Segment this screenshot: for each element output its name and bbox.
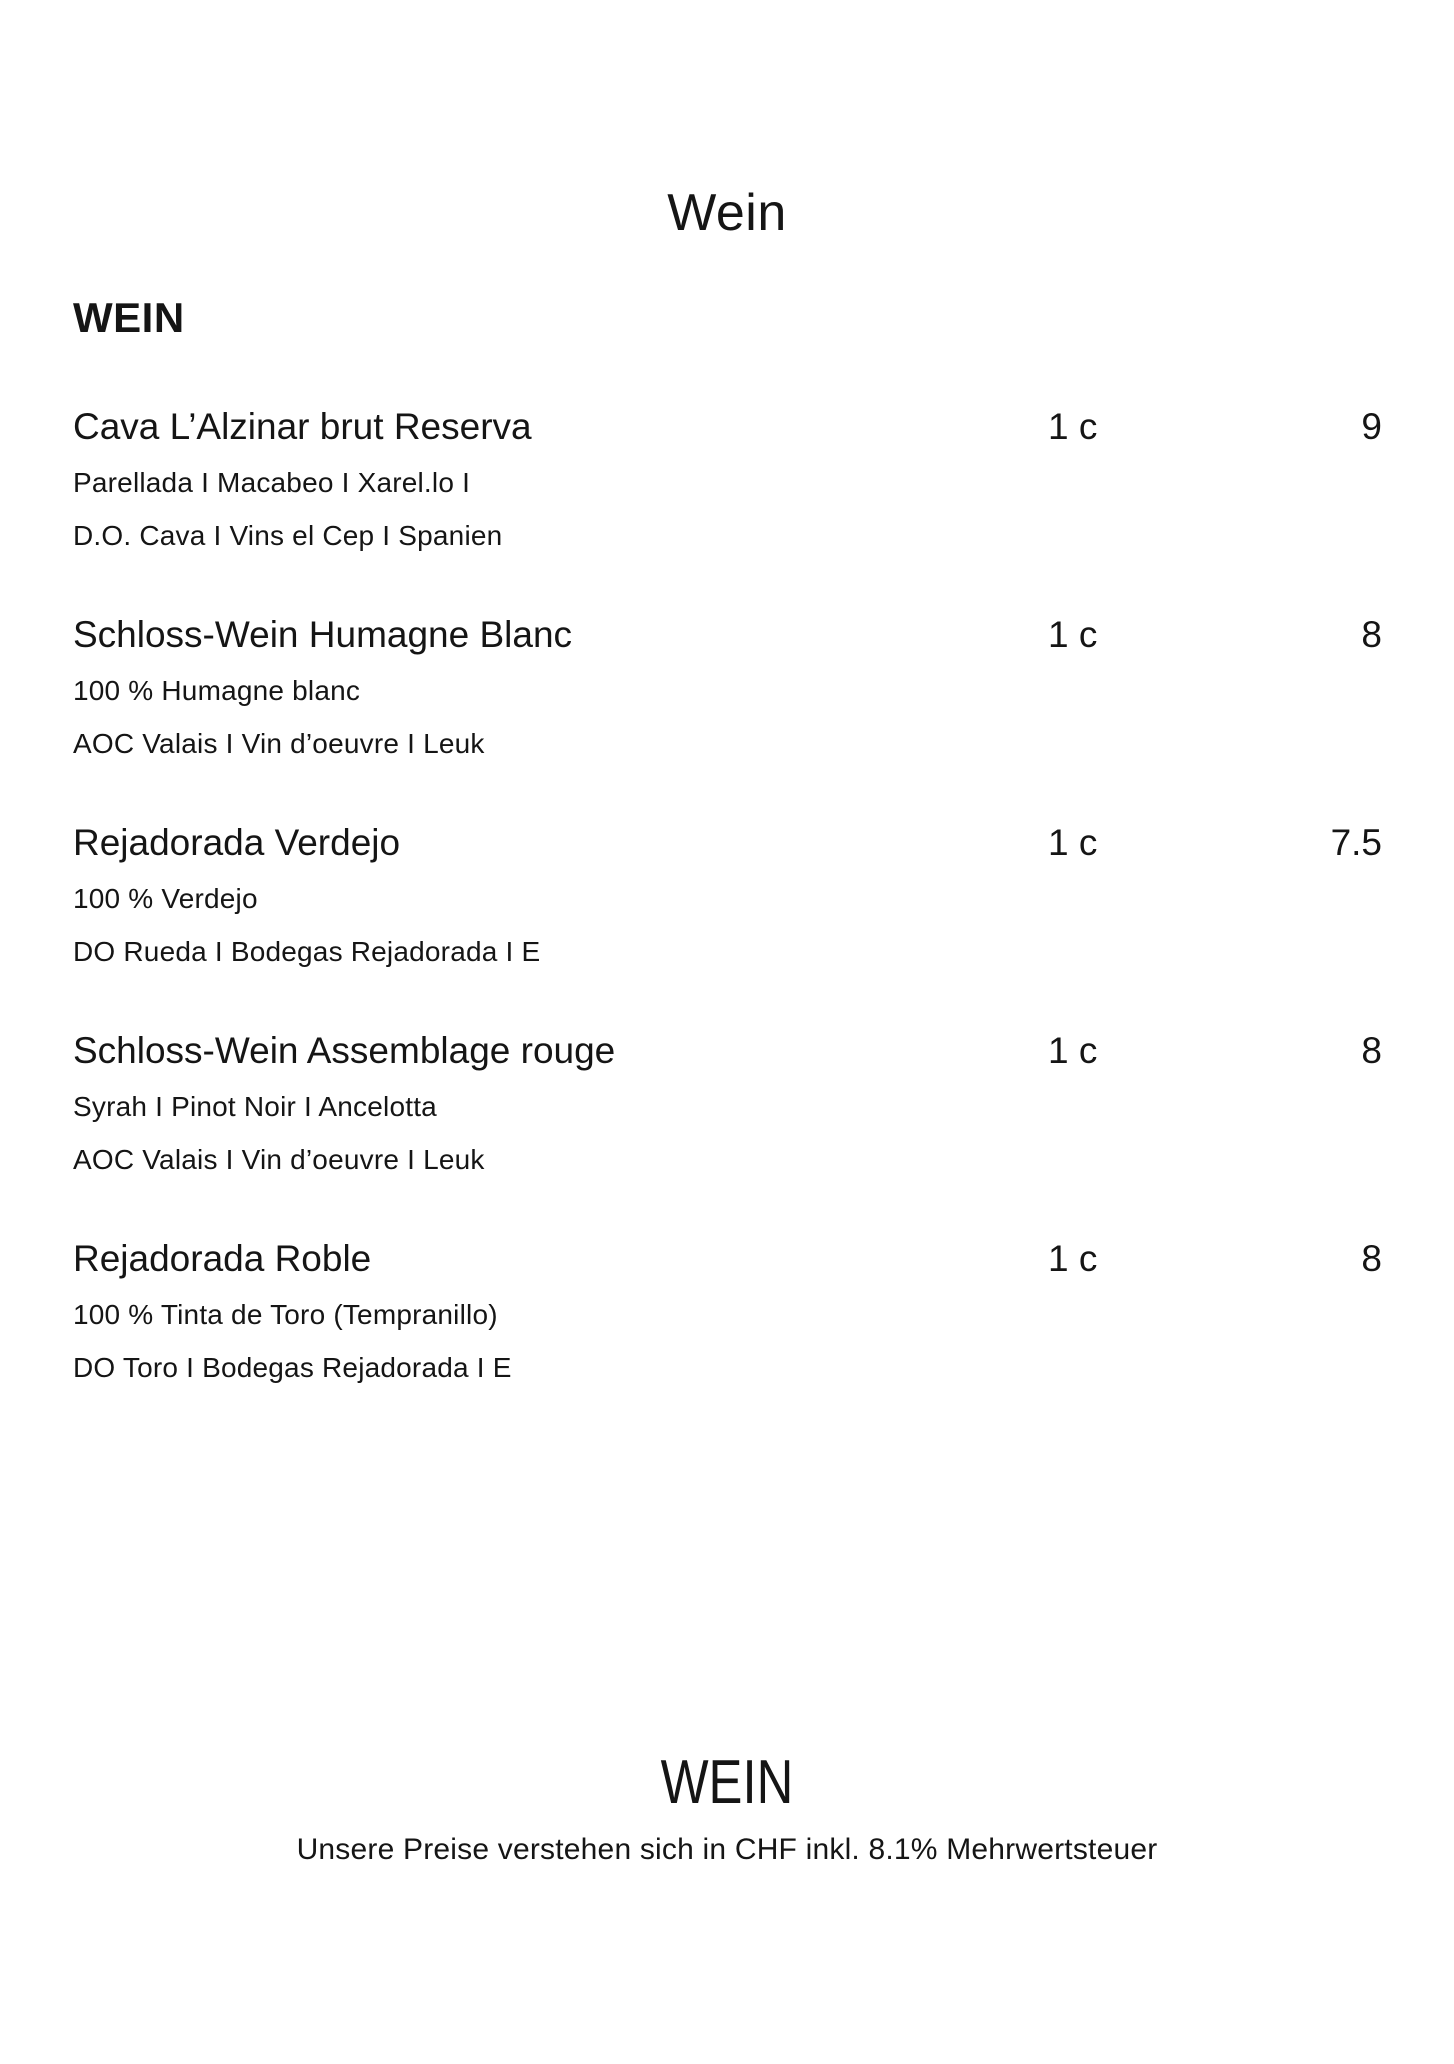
wine-serving-size: 1 c — [1048, 406, 1098, 447]
section-header-wein: WEIN — [73, 294, 185, 341]
wine-serving-size: 1 c — [1048, 1030, 1098, 1071]
wine-origin: DO Rueda I Bodegas Rejadorada I E — [73, 936, 541, 967]
wine-title-row — [73, 606, 1382, 664]
page-title: Wein — [667, 184, 787, 242]
wine-price: 8 — [1361, 1030, 1382, 1071]
wine-grapes: 100 % Humagne blanc — [73, 675, 361, 706]
wine-entry — [73, 398, 1382, 562]
wine-grapes: Syrah I Pinot Noir I Ancelotta — [73, 1091, 437, 1122]
wine-title-row — [73, 1230, 1382, 1288]
footer-title-wein: WEIN — [660, 1748, 794, 1817]
wine-origin: DO Toro I Bodegas Rejadorada I E — [73, 1352, 512, 1383]
wine-name: Schloss-Wein Humagne Blanc — [73, 614, 573, 655]
footer-vat-note: Unsere Preise verstehen sich in CHF inkl. 8.1% Mehrwertsteuer — [296, 1833, 1158, 1866]
wine-grapes: Parellada I Macabeo I Xarel.lo I — [73, 467, 471, 498]
wine-entry — [73, 606, 1382, 770]
wine-grapes: 100 % Verdejo — [73, 883, 258, 914]
wine-title-row — [73, 1022, 1382, 1080]
wine-title-row — [73, 398, 1382, 456]
footer — [0, 1748, 1454, 1868]
wine-name: Rejadorada Verdejo — [73, 822, 401, 863]
wine-price: 9 — [1361, 406, 1382, 447]
wine-name: Schloss-Wein Assemblage rouge — [73, 1030, 616, 1071]
wine-price: 8 — [1361, 614, 1382, 655]
wine-list — [73, 398, 1382, 1438]
wine-price: 8 — [1361, 1238, 1382, 1279]
wine-name: Rejadorada Roble — [73, 1238, 372, 1279]
wine-origin: D.O. Cava I Vins el Cep I Spanien — [73, 520, 503, 551]
wine-serving-size: 1 c — [1048, 1238, 1098, 1279]
wine-price: 7.5 — [1330, 822, 1382, 863]
wine-entry — [73, 1230, 1382, 1394]
wine-title-row — [73, 814, 1382, 872]
wine-origin: AOC Valais I Vin d’oeuvre I Leuk — [73, 728, 485, 759]
wine-name: Cava L’Alzinar brut Reserva — [73, 406, 532, 447]
wine-serving-size: 1 c — [1048, 614, 1098, 655]
wine-grapes: 100 % Tinta de Toro (Tempranillo) — [73, 1299, 498, 1330]
wine-origin: AOC Valais I Vin d’oeuvre I Leuk — [73, 1144, 485, 1175]
wine-serving-size: 1 c — [1048, 822, 1098, 863]
wine-entry — [73, 814, 1382, 978]
wine-entry — [73, 1022, 1382, 1186]
